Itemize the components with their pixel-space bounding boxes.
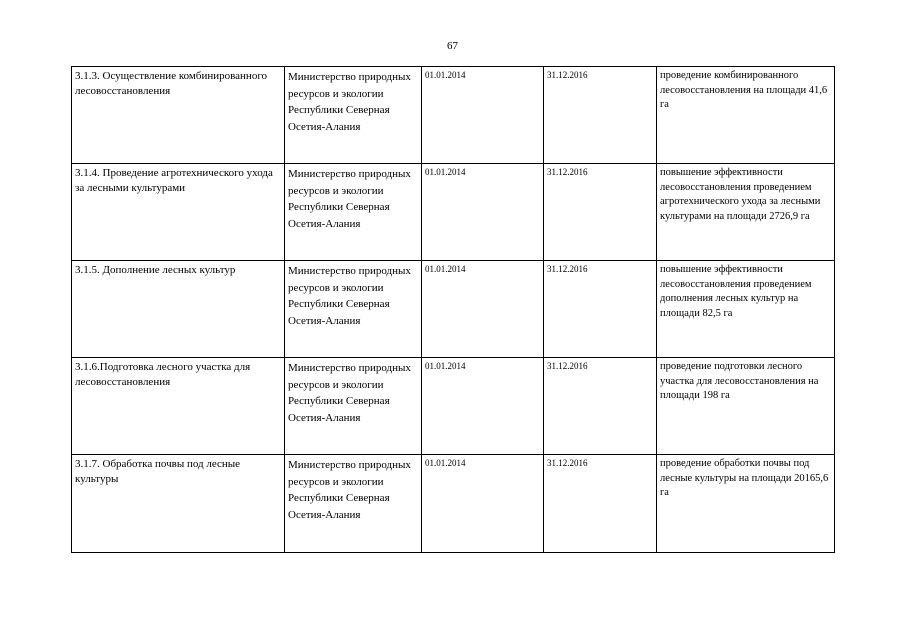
- result-cell: повышение эффективности лесовосстановления проведением дополнения лесных культур на площади 82,5 га: [657, 261, 835, 358]
- activity-cell: 3.1.6.Подготовка лесного участка для лесовосстановления: [72, 358, 285, 455]
- activity-cell: 3.1.7. Обработка почвы под лесные культуры: [72, 455, 285, 553]
- result-cell: проведение обработки почвы под лесные культуры на площади 20165,6 га: [657, 455, 835, 553]
- activity-cell: 3.1.5. Дополнение лесных культур: [72, 261, 285, 358]
- end-date-cell: 31.12.2016: [544, 164, 657, 261]
- end-date-cell: 31.12.2016: [544, 261, 657, 358]
- executor-cell: Министерство природных ресурсов и экологии Республики Северная Осетия-Алания: [285, 164, 422, 261]
- end-date-cell: 31.12.2016: [544, 358, 657, 455]
- page-number: 67: [447, 40, 458, 52]
- result-cell: повышение эффективности лесовосстановления проведением агротехнического ухода за лесными культурами на площади 2726,9 га: [657, 164, 835, 261]
- start-date-cell: 01.01.2014: [422, 455, 544, 553]
- activity-cell: 3.1.4. Проведение агротехнического ухода за лесными культурами: [72, 164, 285, 261]
- table-row: [72, 67, 835, 164]
- executor-cell: Министерство природных ресурсов и экологии Республики Северная Осетия-Алания: [285, 67, 422, 164]
- executor-cell: Министерство природных ресурсов и экологии Республики Северная Осетия-Алания: [285, 358, 422, 455]
- table-row: [72, 455, 835, 553]
- start-date-cell: 01.01.2014: [422, 358, 544, 455]
- table-row: [72, 261, 835, 358]
- activities-table: [71, 66, 835, 553]
- executor-cell: Министерство природных ресурсов и экологии Республики Северная Осетия-Алания: [285, 261, 422, 358]
- end-date-cell: 31.12.2016: [544, 67, 657, 164]
- executor-cell: Министерство природных ресурсов и экологии Республики Северная Осетия-Алания: [285, 455, 422, 553]
- table-row: [72, 358, 835, 455]
- start-date-cell: 01.01.2014: [422, 67, 544, 164]
- result-cell: проведение комбинированного лесовосстановления на площади 41,6 га: [657, 67, 835, 164]
- table-row: [72, 164, 835, 261]
- activity-cell: 3.1.3. Осуществление комбинированного лесовосстановления: [72, 67, 285, 164]
- start-date-cell: 01.01.2014: [422, 261, 544, 358]
- result-cell: проведение подготовки лесного участка для лесовосстановления на площади 198 га: [657, 358, 835, 455]
- start-date-cell: 01.01.2014: [422, 164, 544, 261]
- end-date-cell: 31.12.2016: [544, 455, 657, 553]
